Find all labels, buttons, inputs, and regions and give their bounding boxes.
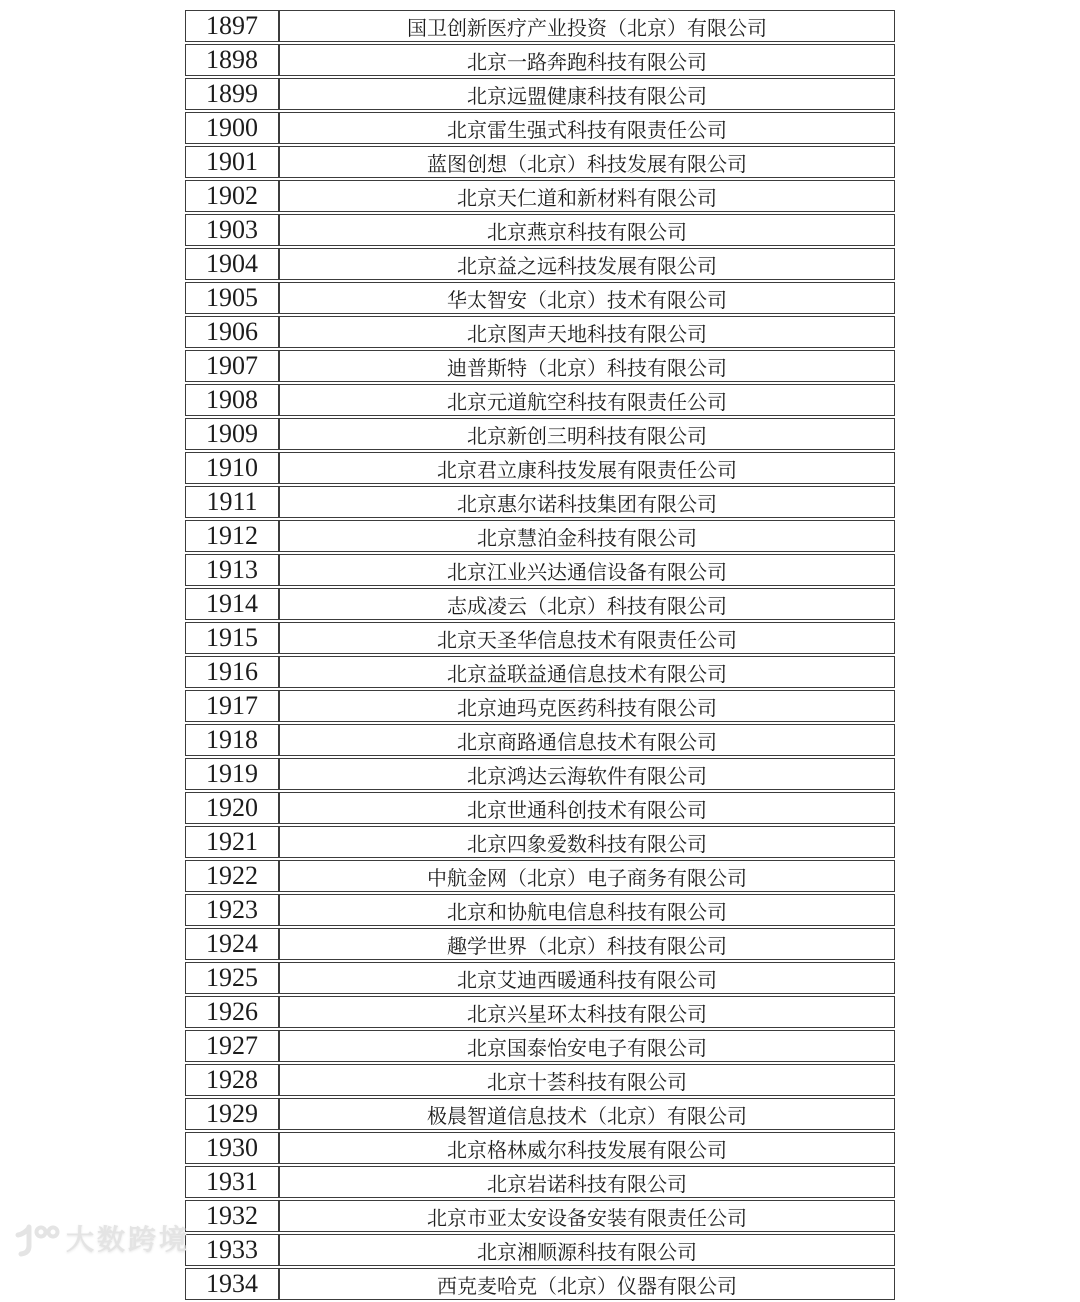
row-number-cell: 1919 <box>185 758 279 790</box>
row-number-cell: 1902 <box>185 180 279 212</box>
company-name-cell: 西克麦哈克（北京）仪器有限公司 <box>279 1268 895 1300</box>
row-number-cell: 1910 <box>185 452 279 484</box>
company-name-cell: 北京江业兴达通信设备有限公司 <box>279 554 895 586</box>
company-name-cell: 北京天圣华信息技术有限责任公司 <box>279 622 895 654</box>
table-row <box>185 520 895 552</box>
row-number-cell: 1916 <box>185 656 279 688</box>
company-name-cell: 北京商路通信息技术有限公司 <box>279 724 895 756</box>
company-name-cell: 北京和协航电信息科技有限公司 <box>279 894 895 926</box>
row-number-cell: 1926 <box>185 996 279 1028</box>
table-row <box>185 112 895 144</box>
row-number-cell: 1901 <box>185 146 279 178</box>
table-row <box>185 146 895 178</box>
company-name-cell: 北京君立康科技发展有限责任公司 <box>279 452 895 484</box>
company-name-cell: 北京慧泊金科技有限公司 <box>279 520 895 552</box>
table-row <box>185 656 895 688</box>
company-name-cell: 北京图声天地科技有限公司 <box>279 316 895 348</box>
table-row <box>185 350 895 382</box>
row-number-cell: 1904 <box>185 248 279 280</box>
table-row <box>185 996 895 1028</box>
company-name-cell: 国卫创新医疗产业投资（北京）有限公司 <box>279 10 895 42</box>
row-number-cell: 1906 <box>185 316 279 348</box>
row-number-cell: 1921 <box>185 826 279 858</box>
row-number-cell: 1924 <box>185 928 279 960</box>
company-name-cell: 北京国泰怡安电子有限公司 <box>279 1030 895 1062</box>
company-name-cell: 北京元道航空科技有限责任公司 <box>279 384 895 416</box>
table-row <box>185 248 895 280</box>
table-row <box>185 1234 895 1266</box>
company-name-cell: 北京惠尔诺科技集团有限公司 <box>279 486 895 518</box>
row-number-cell: 1905 <box>185 282 279 314</box>
company-name-cell: 北京兴星环太科技有限公司 <box>279 996 895 1028</box>
watermark <box>12 1221 190 1259</box>
row-number-cell: 1897 <box>185 10 279 42</box>
company-name-cell: 北京天仁道和新材料有限公司 <box>279 180 895 212</box>
row-number-cell: 1920 <box>185 792 279 824</box>
table-row <box>185 1064 895 1096</box>
company-name-cell: 北京四象爱数科技有限公司 <box>279 826 895 858</box>
company-name-cell: 蓝图创想（北京）科技发展有限公司 <box>279 146 895 178</box>
company-name-cell: 迪普斯特（北京）科技有限公司 <box>279 350 895 382</box>
company-name-cell: 北京世通科创技术有限公司 <box>279 792 895 824</box>
row-number-cell: 1931 <box>185 1166 279 1198</box>
table-row <box>185 1132 895 1164</box>
row-number-cell: 1907 <box>185 350 279 382</box>
company-name-cell: 北京市亚太安设备安装有限责任公司 <box>279 1200 895 1232</box>
table-row <box>185 622 895 654</box>
row-number-cell: 1903 <box>185 214 279 246</box>
table-row <box>185 894 895 926</box>
row-number-cell: 1929 <box>185 1098 279 1130</box>
watermark-brand-text: 大数跨境 <box>66 1224 191 1255</box>
row-number-cell: 1923 <box>185 894 279 926</box>
row-number-cell: 1933 <box>185 1234 279 1266</box>
table-row <box>185 1200 895 1232</box>
row-number-cell: 1928 <box>185 1064 279 1096</box>
table-row <box>185 214 895 246</box>
company-table-body <box>185 10 895 1300</box>
row-number-cell: 1913 <box>185 554 279 586</box>
table-row <box>185 282 895 314</box>
table-row <box>185 180 895 212</box>
table-row <box>185 1098 895 1130</box>
table-row <box>185 554 895 586</box>
table-row <box>185 860 895 892</box>
table-row <box>185 452 895 484</box>
table-row <box>185 758 895 790</box>
company-name-cell: 北京益联益通信息技术有限公司 <box>279 656 895 688</box>
row-number-cell: 1918 <box>185 724 279 756</box>
company-name-cell: 北京迪玛克医药科技有限公司 <box>279 690 895 722</box>
company-name-cell: 趣学世界（北京）科技有限公司 <box>279 928 895 960</box>
row-number-cell: 1911 <box>185 486 279 518</box>
table-row <box>185 418 895 450</box>
row-number-cell: 1930 <box>185 1132 279 1164</box>
row-number-cell: 1912 <box>185 520 279 552</box>
table-row <box>185 826 895 858</box>
table-row <box>185 1030 895 1062</box>
company-name-cell: 北京十荟科技有限公司 <box>279 1064 895 1096</box>
table-row <box>185 10 895 42</box>
row-number-cell: 1914 <box>185 588 279 620</box>
row-number-cell: 1898 <box>185 44 279 76</box>
table-row <box>185 44 895 76</box>
row-number-cell: 1927 <box>185 1030 279 1062</box>
table-row <box>185 78 895 110</box>
company-name-cell: 北京新创三明科技有限公司 <box>279 418 895 450</box>
company-name-cell: 北京远盟健康科技有限公司 <box>279 78 895 110</box>
table-row <box>185 962 895 994</box>
table-row <box>185 316 895 348</box>
row-number-cell: 1917 <box>185 690 279 722</box>
company-name-cell: 北京岩诺科技有限公司 <box>279 1166 895 1198</box>
company-name-cell: 北京燕京科技有限公司 <box>279 214 895 246</box>
row-number-cell: 1909 <box>185 418 279 450</box>
row-number-cell: 1932 <box>185 1200 279 1232</box>
company-name-cell: 志成凌云（北京）科技有限公司 <box>279 588 895 620</box>
table-row <box>185 724 895 756</box>
table-row <box>185 1166 895 1198</box>
company-name-cell: 北京鸿达云海软件有限公司 <box>279 758 895 790</box>
row-number-cell: 1934 <box>185 1268 279 1300</box>
company-name-cell: 北京格林威尔科技发展有限公司 <box>279 1132 895 1164</box>
company-name-cell: 北京雷生强式科技有限责任公司 <box>279 112 895 144</box>
table-row <box>185 792 895 824</box>
row-number-cell: 1915 <box>185 622 279 654</box>
table-row <box>185 486 895 518</box>
company-name-cell: 中航金网（北京）电子商务有限公司 <box>279 860 895 892</box>
company-name-cell: 北京一路奔跑科技有限公司 <box>279 44 895 76</box>
table-row <box>185 384 895 416</box>
row-number-cell: 1908 <box>185 384 279 416</box>
row-number-cell: 1900 <box>185 112 279 144</box>
watermark-100-logo-icon <box>12 1221 60 1259</box>
table-row <box>185 1268 895 1300</box>
company-name-cell: 北京益之远科技发展有限公司 <box>279 248 895 280</box>
row-number-cell: 1899 <box>185 78 279 110</box>
company-name-cell: 华太智安（北京）技术有限公司 <box>279 282 895 314</box>
table-row <box>185 928 895 960</box>
row-number-cell: 1925 <box>185 962 279 994</box>
row-number-cell: 1922 <box>185 860 279 892</box>
table-row <box>185 588 895 620</box>
table-row <box>185 690 895 722</box>
company-name-cell: 北京艾迪西暖通科技有限公司 <box>279 962 895 994</box>
company-name-cell: 极晨智道信息技术（北京）有限公司 <box>279 1098 895 1130</box>
company-list-table <box>185 8 895 1302</box>
company-name-cell: 北京湘顺源科技有限公司 <box>279 1234 895 1266</box>
